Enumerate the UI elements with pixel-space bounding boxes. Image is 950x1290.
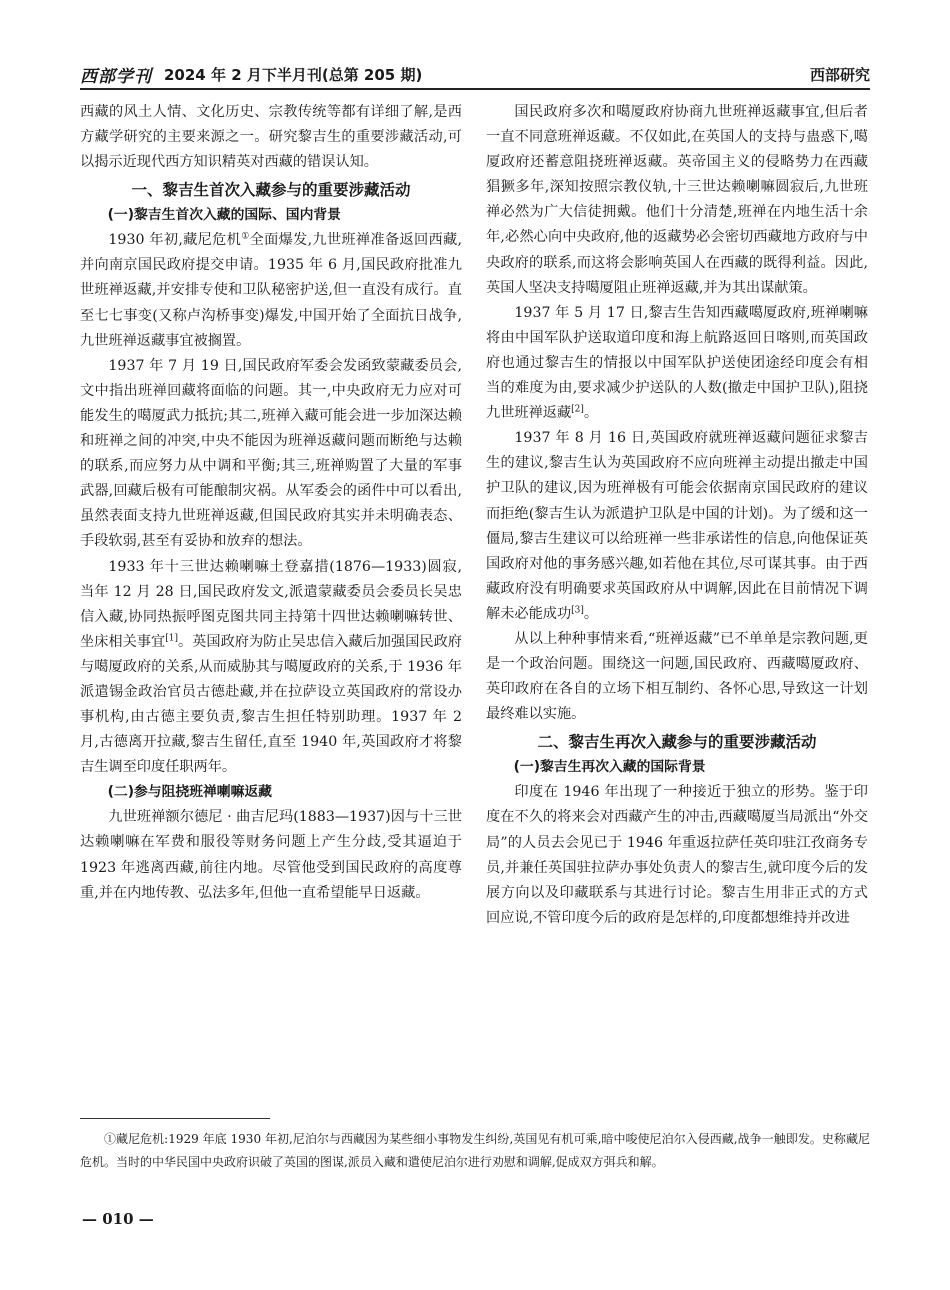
footnote bbox=[80, 1128, 870, 1174]
header-rule bbox=[80, 88, 870, 90]
citation-ref[interactable]: [3] bbox=[571, 605, 584, 616]
footnote-marker[interactable]: ① bbox=[241, 231, 250, 242]
paragraph: 1937 年 5 月 17 日,黎吉生告知西藏噶厦政府,班禅喇嘛将由中国军队护送取道印度和海上航路返回日喀则,而英国政府也通过黎吉生的情报以中国军队护送使团途经印度会有相当的难度为由,要求减少护送队的人数(撤走中国护卫队),阻挠九世班禅返藏[2]。 bbox=[486, 304, 868, 422]
section-heading-2: 二、黎吉生再次入藏参与的重要涉藏活动 bbox=[537, 733, 817, 752]
journal-logo: 西部学刊 bbox=[80, 67, 152, 87]
paragraph: 从以上种种事情来看,“班禅返藏”已不单单是宗教问题,更是一个政治问题。围绕这一问题,国民政府、西藏噶厦政府、英印政府在各自的立场下相互制约、各怀心思,导致这一计划最终难以实施。 bbox=[486, 630, 868, 723]
footnote-mark: ① bbox=[104, 1132, 117, 1146]
section-name: 西部研究 bbox=[809, 66, 870, 84]
paragraph: 印度在 1946 年出现了一种接近于独立的形势。鉴于印度在不久的将来会对西藏产生的冲击,西藏噶厦当局派出“外交局”的人员去会见已于 1946 年重返拉萨任英印驻江孜商务专员,并兼任英国驻拉萨办事处负责人的黎吉生,就印度今后的发展方向以及印藏联系与其进行讨论。黎吉生用非正式的方式回应说,不管印度今后的政府是怎样的,印度都想维持并改进 bbox=[486, 784, 868, 926]
subsection-heading-1-1: (一)黎吉生首次入藏的国际、国内背景 bbox=[107, 207, 341, 224]
paragraph: 1933 年十三世达赖喇嘛土登嘉措(1876—1933)圆寂,当年 12 月 28 日,国民政府发文,派遣蒙藏委员会委员长吴忠信入藏,协同热振呼图克图共同主持第十四世达赖喇嘛转世、坐床相关事宜[1]。英国政府为防止吴忠信入藏后加强国民政府与噶厦政府的关系,从而威胁其与噶厦政府的关系,于 1936 年派遣锡金政治官员古德赴藏,并在拉萨设立英国政府的常设办事机构,由古德主要负责,黎吉生担任特别助理。1937 年 2 月,古德离开拉藏,黎吉生留任,直至 1940 年,英国政府才将黎吉生调至印度任职两年。 bbox=[80, 558, 462, 776]
running-header bbox=[80, 60, 870, 90]
subsection-heading-1-2: (二)参与阻挠班禅喇嘛返藏 bbox=[107, 784, 272, 801]
paragraph: 1930 年初,藏尼危机①全面爆发,九世班禅准备返回西藏,并向南京国民政府提交申请。1935 年 6 月,国民政府批准九世班禅返藏,并安排专使和卫队秘密护送,但一直没有成行。直至七七事变(又称卢沟桥事变)爆发,中国开始了全面抗日战争,九世班禅返藏事宜被搁置。 bbox=[80, 231, 462, 349]
footnote-text: 藏尼危机:1929 年底 1930 年初,尼泊尔与西藏因为某些细小事物发生纠纷,英国见有机可乘,暗中唆使尼泊尔入侵西藏,战争一触即发。史称藏尼危机。当时的中华民国中央政府识破了英国的图谋,派员入藏和遣使尼泊尔进行劝慰和调解,促成双方弭兵和解。 bbox=[80, 1132, 870, 1169]
paragraph: 九世班禅额尔德尼 · 曲吉尼玛(1883—1937)因与十三世达赖喇嘛在军费和服役等财务问题上产生分歧,受其逼迫于 1923 年逃离西藏,前往内地。尽管他受到国民政府的高度尊重,并在内地传教、弘法多年,但他一直希望能早日返藏。 bbox=[80, 809, 462, 901]
issue-info: 2024 年 2 月下半月刊(总第 205 期) bbox=[164, 66, 423, 84]
citation-ref[interactable]: [1] bbox=[165, 633, 178, 644]
paragraph: 国民政府多次和噶厦政府协商九世班禅返藏事宜,但后者一直不同意班禅返藏。不仅如此,在英国人的支持与蛊惑下,噶厦政府还蓄意阻挠班禅返藏。英帝国主义的侵略势力在西藏猖獗多年,深知按照宗教仪轨,十三世达赖喇嘛圆寂后,九世班禅必然为广大信徒拥戴。他们十分清楚,班禅在内地生活十余年,必然心向中央政府,他的返藏势必会密切西藏地方政府与中央政府的联系,而这将会影响英国人在西藏的既得利益。因此,英国人坚决支持噶厦阻止班禅返藏,并为其出谋献策。 bbox=[486, 104, 868, 296]
footnote-rule bbox=[80, 1118, 270, 1119]
left-column bbox=[80, 100, 462, 906]
page-number: — 010 — bbox=[82, 1210, 154, 1228]
right-column bbox=[486, 100, 868, 931]
citation-ref[interactable]: [2] bbox=[571, 404, 584, 415]
section-heading-1: 一、黎吉生首次入藏参与的重要涉藏活动 bbox=[131, 181, 411, 200]
paragraph: 1937 年 7 月 19 日,国民政府军委会发函致蒙藏委员会,文中指出班禅回藏将面临的问题。其一,中央政府无力应对可能发生的噶厦武力抵抗;其二,班禅入藏可能会进一步加深达赖和班禅之间的冲突,中央不能因为班禅返藏问题而断绝与达赖的联系,而应努力从中调和平衡;其三,班禅购置了大量的军事武器,回藏后极有可能酿制灾祸。从军委会的函件中可以看出,虽然表面支持九世班禅返藏,但国民政府其实并未明确表态、手段软弱,甚至有妥协和放弃的想法。 bbox=[80, 357, 462, 550]
paragraph: 西藏的风土人情、文化历史、宗教传统等都有详细了解,是西方藏学研究的主要来源之一。研究黎吉生的重要涉藏活动,可以揭示近现代西方知识精英对西藏的错误认知。 bbox=[80, 104, 462, 171]
subsection-heading-2-1: (一)黎吉生再次入藏的国际背景 bbox=[513, 759, 706, 776]
paragraph: 1937 年 8 月 16 日,英国政府就班禅返藏问题征求黎吉生的建议,黎吉生认为英国政府不应向班禅主动提出撤走中国护卫队的建议,因为班禅极有可能会依据南京国民政府的建议而拒绝(黎吉生认为派遣护卫队是中国的计划)。为了缓和这一僵局,黎吉生建议可以给班禅一些非承诺性的信息,向他保证英国政府对他的事务感兴趣,如若他在其位,尽可谋其事。由于西藏政府没有明确要求英国政府从中调解,因此在目前情况下调解未必能成功[3]。 bbox=[486, 430, 868, 622]
